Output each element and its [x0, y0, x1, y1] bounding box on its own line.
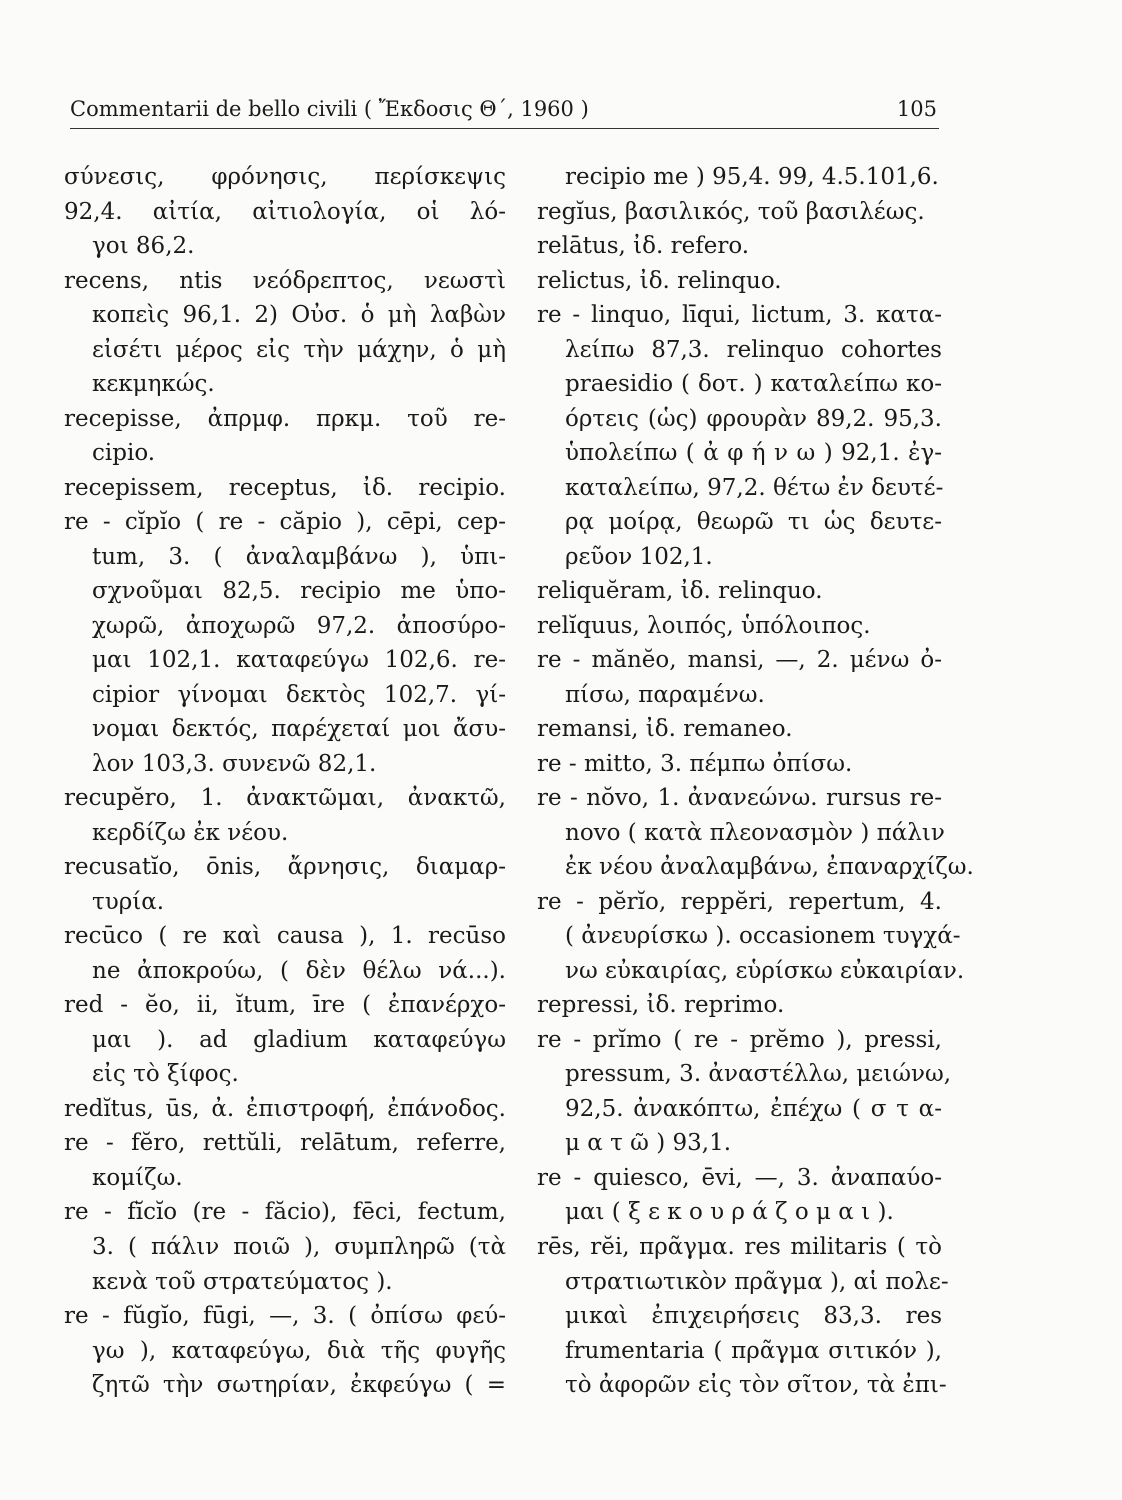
dictionary-line: relātus, ἰδ. refero. — [537, 233, 750, 260]
dictionary-line: κερδίζω ἐκ νέου. — [92, 819, 289, 846]
dictionary-line: μαι 102,1. καταφεύγω 102,6. re- — [92, 647, 506, 674]
dictionary-line: χωρῶ, ἀποχωρῶ 97,2. ἀποσύρο- — [92, 612, 506, 639]
dictionary-line: re - linquo, līqui, lictum, 3. κατα- — [537, 302, 942, 329]
dictionary-line: κομίζω. — [92, 1164, 183, 1191]
dictionary-line: recepissem, receptus, ἰδ. recipio. — [64, 474, 506, 501]
dictionary-line: rēs, rĕi, πρᾶγμα. res militaris ( τὸ — [537, 1233, 942, 1260]
dictionary-line: recens, ntis νεόδρεπτος, νεωστὶ — [64, 267, 506, 294]
dictionary-line: σύνεσις, φρόνησις, περίσκεψις — [64, 164, 506, 190]
dictionary-line: 92,5. ἀνακόπτω, ἐπέχω ( σ τ α- — [565, 1095, 942, 1122]
dictionary-line: cipio. — [92, 440, 156, 467]
dictionary-line: ( ἀνευρίσκω ). occasionem τυγχά- — [565, 923, 961, 950]
dictionary-line: repressi, ἰδ. reprimo. — [537, 992, 785, 1019]
dictionary-line: 3. ( πάλιν ποιῶ ), συμπληρῶ (τὰ — [92, 1233, 506, 1260]
dictionary-line: tum, 3. ( ἀναλαμβάνω ), ὑπι- — [92, 543, 506, 570]
dictionary-line: pressum, 3. ἀναστέλλω, μειώνω, — [565, 1061, 952, 1088]
page-number: 105 — [896, 97, 937, 121]
dictionary-line: relĭquus, λοιπός, ὑπόλοιπος. — [537, 612, 871, 639]
dictionary-line: μ α τ ῶ ) 93,1. — [565, 1130, 732, 1157]
dictionary-line: re - nŏvo, 1. ἀνανεώνω. rursus re- — [537, 785, 942, 812]
dictionary-line: ἐκ νέου ἀναλαμβάνω, ἐπαναρχίζω. — [565, 854, 974, 881]
dictionary-line: ζητῶ τὴν σωτηρίαν, ἐκφεύγω ( = — [92, 1372, 506, 1399]
dictionary-line: remansi, ἰδ. remaneo. — [537, 716, 793, 743]
dictionary-line: recepisse, ἀπρμφ. πρκμ. τοῦ re- — [64, 405, 506, 432]
dictionary-line: re - fŭgĭo, fūgi, —, 3. ( ὀπίσω φεύ- — [64, 1303, 506, 1330]
dictionary-line: recusatĭo, ōnis, ἄρνησις, διαμαρ- — [64, 854, 506, 881]
dictionary-line: ρᾳ μοίρᾳ, θεωρῶ τι ὡς δευτε- — [565, 509, 942, 536]
dictionary-line: πίσω, παραμένω. — [565, 681, 765, 708]
dictionary-line: όρτεις (ὡς) φρουρὰν 89,2. 95,3. — [565, 405, 942, 432]
dictionary-line: κενὰ τοῦ στρατεύματος ). — [92, 1268, 393, 1295]
dictionary-line: εἰς τὸ ξίφος. — [92, 1061, 239, 1088]
dictionary-line: novo ( κατὰ πλεονασμὸν ) πάλιν — [565, 819, 945, 846]
dictionary-line: γω ), καταφεύγω, διὰ τῆς φυγῆς — [92, 1337, 506, 1364]
dictionary-line: re - fĭcĭo (re - făcio), fēci, fectum, — [64, 1199, 506, 1226]
dictionary-line: στρατιωτικὸν πρᾶγμα ), αἱ πολε- — [565, 1268, 949, 1295]
dictionary-line: λείπω 87,3. relinquo cohortes — [565, 336, 942, 363]
dictionary-line: μαι ). ad gladium καταφεύγω — [92, 1026, 506, 1053]
dictionary-line: ρεῦον 102,1. — [565, 543, 713, 570]
dictionary-line: red - ĕo, ii, ĭtum, īre ( ἐπανέρχο- — [64, 992, 506, 1019]
header-title: Commentarii de bello civili ( Ἔκδοσις Θ΄, 1960 ) — [70, 97, 589, 121]
dictionary-line: cipior γίνομαι δεκτὸς 102,7. γί- — [92, 681, 506, 708]
dictionary-line: τὸ ἀφορῶν εἰς τὸν σῖτον, τὰ ἐπι- — [565, 1372, 947, 1399]
left-column — [64, 160, 506, 1403]
dictionary-line: re - quiesco, ēvi, —, 3. ἀναπαύο- — [537, 1164, 942, 1191]
dictionary-line: re - cĭpĭo ( re - căpio ), cēpi, cep- — [64, 509, 506, 536]
dictionary-line: re - prĭmo ( re - prĕmo ), pressi, — [537, 1026, 942, 1053]
running-header — [70, 94, 939, 129]
dictionary-line: recūco ( re καὶ causa ), 1. recūso — [64, 923, 506, 950]
right-column — [537, 160, 974, 1403]
dictionary-line: re - mitto, 3. πέμπω ὀπίσω. — [537, 750, 853, 777]
dictionary-line: μικαὶ ἐπιχειρήσεις 83,3. res — [565, 1303, 942, 1330]
dictionary-line: 92,4. αἰτία, αἰτιολογία, οἱ λό- — [64, 198, 506, 225]
dictionary-line: εἰσέτι μέρος εἰς τὴν μάχην, ὁ μὴ — [92, 336, 506, 363]
dictionary-line: ὑπολείπω ( ἀ φ ή ν ω ) 92,1. ἐγ- — [565, 440, 942, 467]
dictionary-line: νω εὐκαιρίας, εὑρίσκω εὐκαιρίαν. — [565, 957, 965, 984]
dictionary-line: σχνοῦμαι 82,5. recipio me ὑπο- — [92, 578, 506, 605]
dictionary-line: re - fĕro, rettŭli, relātum, referre, — [64, 1130, 506, 1157]
dictionary-line: redĭtus, ūs, ἀ. ἐπιστροφή, ἐπάνοδος. — [64, 1095, 506, 1122]
dictionary-line: re - mănĕo, mansi, —, 2. μένω ὀ- — [537, 647, 942, 674]
dictionary-line: καταλείπω, 97,2. θέτω ἐν δευτέ- — [565, 474, 944, 501]
dictionary-line: λον 103,3. συνενῶ 82,1. — [92, 750, 377, 777]
dictionary-line: recipio me ) 95,4. 99, 4.5.101,6. — [565, 164, 939, 190]
dictionary-line: frumentaria ( πρᾶγμα σιτικόν ), — [565, 1337, 942, 1364]
dictionary-line: κοπεὶς 96,1. 2) Οὐσ. ὁ μὴ λαβὼν — [92, 302, 506, 329]
dictionary-line: recupĕro, 1. ἀνακτῶμαι, ἀνακτῶ, — [64, 785, 506, 812]
dictionary-line: κεκμηκώς. — [92, 371, 215, 398]
dictionary-line: praesidio ( δοτ. ) καταλείπω κο- — [565, 371, 942, 398]
dictionary-line: re - pĕrĭo, reppĕri, repertum, 4. — [537, 888, 942, 915]
dictionary-line: γοι 86,2. — [92, 233, 195, 260]
dictionary-line: τυρία. — [92, 888, 165, 915]
dictionary-line: μαι ( ξ ε κ ο υ ρ ά ζ ο μ α ι ). — [565, 1199, 894, 1226]
dictionary-line: ne ἀποκρούω, ( δὲν θέλω νά...). — [92, 957, 506, 984]
dictionary-line: relictus, ἰδ. relinquo. — [537, 267, 782, 294]
dictionary-line: regĭus, βασιλικός, τοῦ βασιλέως. — [537, 198, 925, 225]
dictionary-line: reliquĕram, ἰδ. relinquo. — [537, 578, 823, 605]
dictionary-line: νομαι δεκτός, παρέχεταί μοι ἄσυ- — [92, 716, 506, 743]
